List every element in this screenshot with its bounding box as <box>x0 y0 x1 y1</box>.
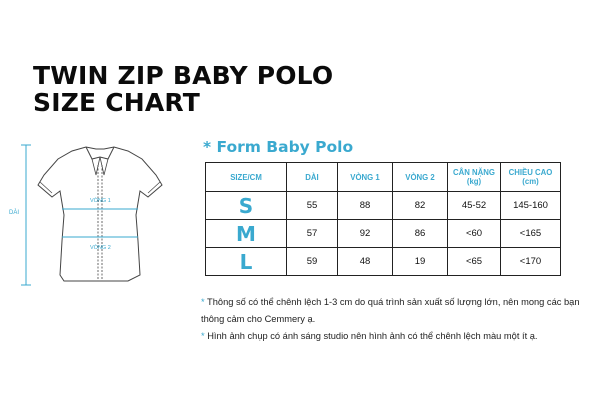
length-cell: 59 <box>287 248 338 276</box>
length-label: DÀI <box>9 210 20 216</box>
form-title: * Form Baby Polo <box>203 138 354 156</box>
size-cell: L <box>206 248 287 276</box>
header-chest: VÒNG 1 <box>338 163 393 192</box>
table-row <box>206 248 561 276</box>
note-2-text: Hình ảnh chụp có ánh sáng studio nên hình ảnh có thể chênh lệch màu một ít ạ. <box>207 331 538 341</box>
header-height: CHIỀU CAO (cm) <box>501 163 561 192</box>
note-2 <box>201 328 593 345</box>
hem-label: VÒNG 2 <box>90 245 111 251</box>
note-1-text: Thông số có thể chênh lệch 1-3 cm do quá trình sản xuất số lượng lớn, nên mong các bạn thông cảm cho Cemmery ạ. <box>201 297 580 324</box>
size-cell: M <box>206 220 287 248</box>
chest-cell: 88 <box>338 192 393 220</box>
header-hem: VÒNG 2 <box>393 163 448 192</box>
header-weight: CÂN NẶNG (kg) <box>448 163 501 192</box>
shirt-outline <box>38 147 162 281</box>
length-cell: 55 <box>287 192 338 220</box>
chest-label: VÒNG 1 <box>90 198 111 204</box>
title-line-2: SIZE CHART <box>33 88 201 117</box>
weight-cell: 45-52 <box>448 192 501 220</box>
height-cell: 145-160 <box>501 192 561 220</box>
height-cell: <165 <box>501 220 561 248</box>
chest-cell: 92 <box>338 220 393 248</box>
header-length: DÀI <box>287 163 338 192</box>
polo-shirt-diagram <box>0 135 195 295</box>
hem-cell: 82 <box>393 192 448 220</box>
hem-cell: 19 <box>393 248 448 276</box>
header-size: SIZE/CM <box>206 163 287 192</box>
notes <box>201 294 593 345</box>
asterisk-icon: * <box>201 331 205 341</box>
table-row <box>206 192 561 220</box>
size-cell: S <box>206 192 287 220</box>
hem-cell: 86 <box>393 220 448 248</box>
asterisk-icon: * <box>201 297 205 307</box>
chest-cell: 48 <box>338 248 393 276</box>
chart-title <box>33 62 333 116</box>
length-cell: 57 <box>287 220 338 248</box>
weight-cell: <65 <box>448 248 501 276</box>
weight-cell: <60 <box>448 220 501 248</box>
height-cell: <170 <box>501 248 561 276</box>
table-row <box>206 220 561 248</box>
table-header-row <box>206 163 561 192</box>
note-1 <box>201 294 593 328</box>
size-table <box>205 162 561 276</box>
title-line-1: TWIN ZIP BABY POLO <box>33 61 334 90</box>
